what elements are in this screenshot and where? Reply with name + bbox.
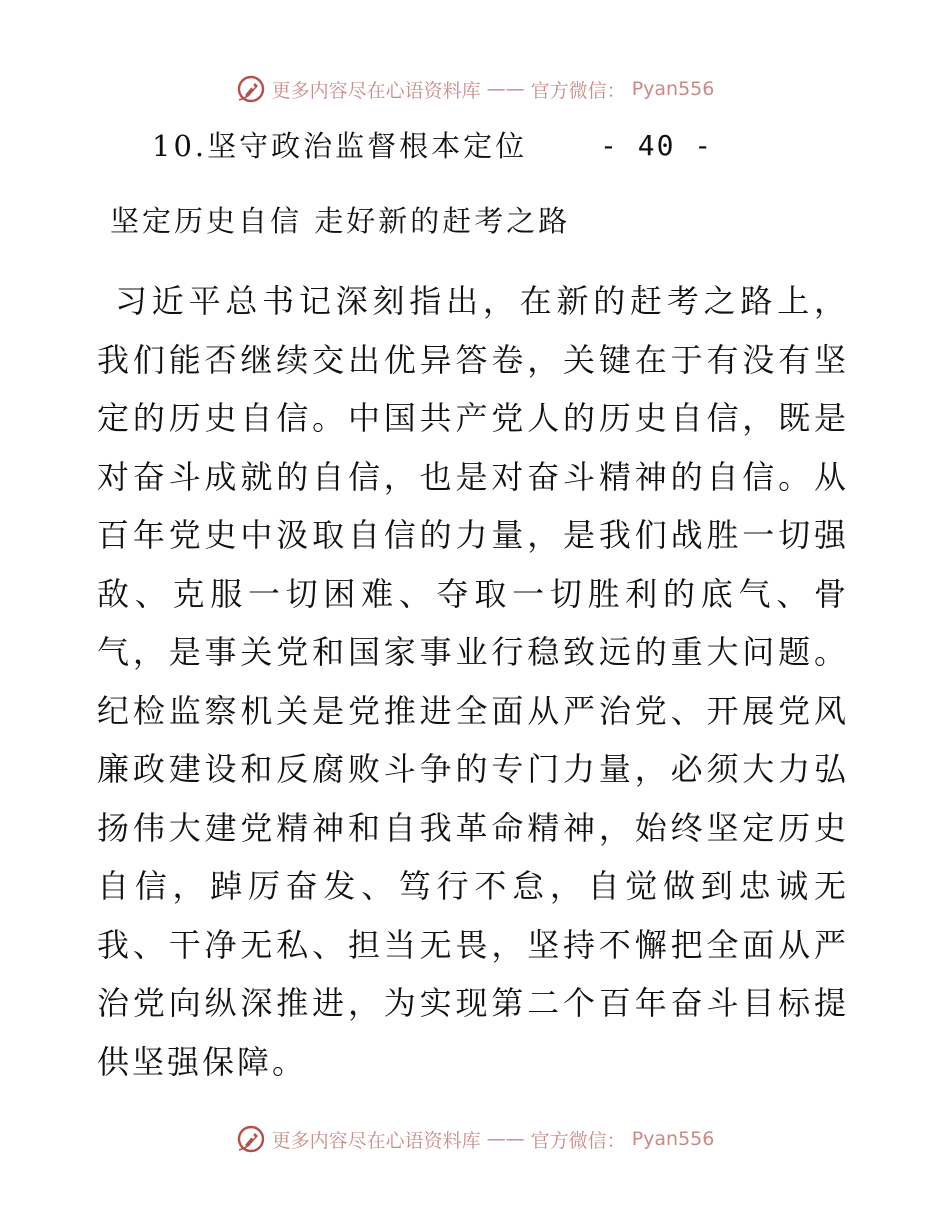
watermark-contact-id: Pyan556	[631, 1128, 715, 1150]
watermark-text: 更多内容尽在心语资料库	[271, 1129, 481, 1152]
section-title: 10.坚守政治监督根本定位	[152, 129, 528, 163]
watermark-header	[0, 74, 950, 104]
article-body: 习近平总书记深刻指出，在新的赶考之路上，我们能否继续交出优异答卷，关键在于有没有坚定的历史自信。中国共产党人的历史自信，既是对奋斗成就的自信，也是对奋斗精神的自信。从百年党史中汲取自信的力量，是我们战胜一切强敌、克服一切困难、夺取一切胜利的底气、骨气，是事关党和国家事业行稳致远的重大问题。纪检监察机关是党推进全面从严治党、开展党风廉政建设和反腐败斗争的专门力量，必须大力弘扬伟大建党精神和自我革命精神，始终坚定历史自信，踔厉奋发、笃行不怠，自觉做到忠诚无我、干净无私、担当无畏，坚持不懈把全面从严治党向纵深推进，为实现第二个百年奋斗目标提供坚强保障。	[97, 282, 849, 1081]
pen-nib-circle-icon	[236, 74, 266, 104]
pen-nib-circle-icon	[236, 1124, 266, 1154]
watermark-separator: ——	[486, 78, 525, 100]
watermark-contact-label: 官方微信：	[530, 1129, 626, 1152]
page-number: - 40 -	[600, 129, 714, 162]
watermark-text: 更多内容尽在心语资料库	[271, 79, 481, 102]
watermark-contact-id: Pyan556	[631, 78, 715, 100]
watermark-footer	[0, 1124, 950, 1154]
article-title: 坚定历史自信 走好新的赶考之路	[110, 204, 571, 238]
watermark-separator: ——	[486, 1128, 525, 1150]
section-heading	[152, 124, 792, 168]
watermark-contact-label: 官方微信：	[530, 79, 626, 102]
